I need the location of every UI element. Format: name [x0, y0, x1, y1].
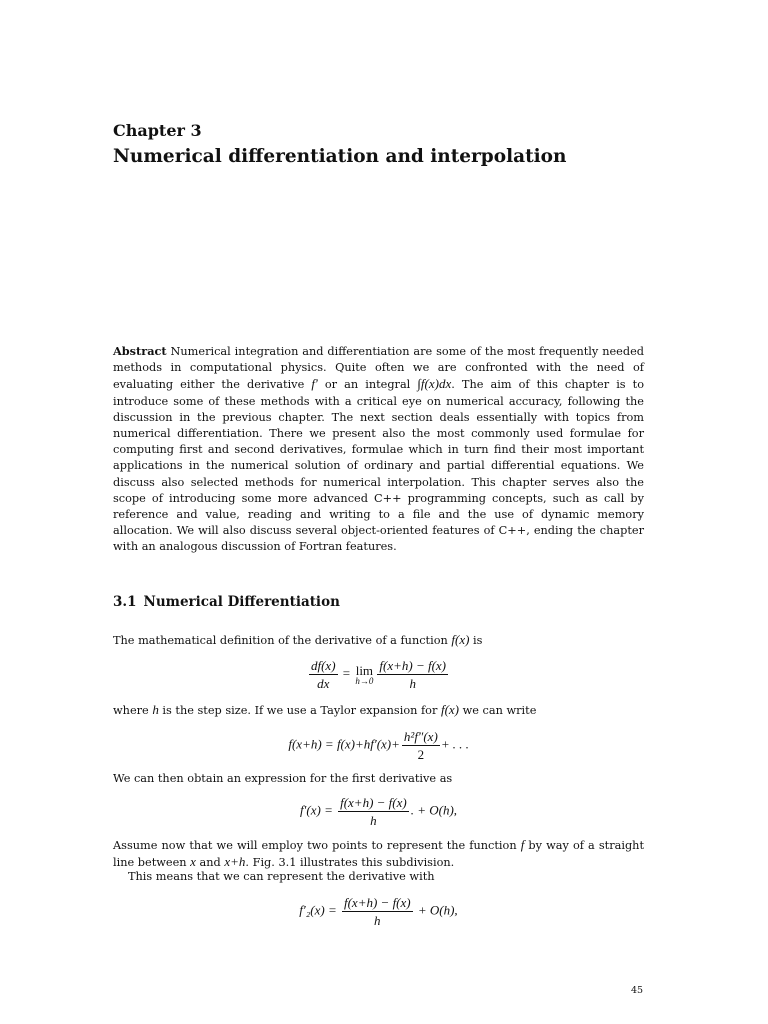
equation-tail: + . . . [441, 736, 469, 752]
numerator: f(x+h) − f(x) [379, 658, 446, 673]
denominator: h [409, 676, 416, 691]
chapter-number: Chapter 3 [113, 121, 202, 140]
paragraph-definition [113, 632, 644, 649]
paragraph-two-points [113, 837, 644, 871]
equation-tail: + O(h), [414, 902, 458, 918]
abstract-math-integral: ∫f(x)dx [417, 376, 452, 392]
fraction [377, 658, 448, 691]
abstract-label: Abstract [113, 344, 167, 358]
text: Assume now that we will employ two points to represent the function [113, 839, 521, 852]
text: where [113, 704, 153, 717]
paragraph-represent: This means that we can represent the derivative with [128, 870, 435, 883]
limit-subscript: h→0 [355, 675, 374, 686]
math-inline: x [190, 854, 196, 870]
equation-derivative-definition [113, 658, 644, 691]
math-inline: f(x) [440, 702, 460, 717]
limit-operator: lim [355, 662, 374, 678]
fraction [342, 895, 413, 928]
section-number: 3.1 [113, 594, 137, 610]
equals-sign: = [339, 665, 354, 681]
abstract-text-2: or an integral [317, 378, 418, 392]
text: by way of a straight line between [113, 839, 644, 870]
denominator: 2 [417, 747, 425, 762]
numerator: df(x) [310, 658, 336, 673]
abstract-text-1: Numerical integration and differentiation are some of the most frequently needed methods in computational physics. Quite often we are confronted with the need of evaluating either the derivative [113, 345, 644, 392]
denominator: h [370, 813, 377, 828]
numerator: f(x+h) − f(x) [343, 895, 411, 910]
paragraph-taylor [113, 702, 644, 719]
fraction [338, 795, 409, 828]
chapter-title: Numerical differentiation and interpolation [113, 146, 567, 167]
math-inline: h [152, 702, 159, 717]
text: The mathematical definition of the derivative of a function [113, 634, 452, 647]
section-title: Numerical Differentiation [143, 594, 340, 610]
text: . Fig. 3.1 illustrates this subdivision. [245, 856, 455, 870]
abstract-math-derivative: f′ [311, 376, 318, 392]
math-inline: x+h [224, 854, 246, 870]
denominator: dx [317, 676, 330, 691]
text: is [469, 634, 483, 647]
numerator: f(x+h) − f(x) [340, 795, 407, 810]
limit [355, 664, 373, 686]
page-number: 45 [631, 985, 644, 996]
equation-lhs: f′₂(x) = [299, 902, 340, 918]
text: we can write [459, 704, 537, 717]
abstract-text-3: . The aim of this chapter is to introduce some of these methods with a critical eye on numerical accuracy, following the discussion in the previous chapter. The next section deals essentially with topics from numerical differentiation. There we present also the most commonly used formulae for computing first and second derivatives, formulae which in turn find their most important applications in the numerical solution of ordinary and partial differential equations. We discuss also selected methods for numerical interpolation. This chapter serves also the scope of introducing some more advanced C++ programming concepts, such as call by reference and value, reading and writing to a file and the use of dynamic memory allocation. We will also discuss several object-oriented features of C++, ending the chapter with an analogous discussion of Fortran features. [113, 378, 645, 554]
math-inline: f [520, 837, 525, 852]
equation-lhs: f(x+h) = f(x)+hf′(x)+ [288, 736, 400, 752]
equation-tail: . + O(h), [410, 802, 458, 818]
fraction [402, 729, 440, 762]
equation-lhs: f′(x) = [299, 802, 337, 818]
numerator: h²f″(x) [403, 729, 438, 744]
equation-two-point [113, 895, 644, 928]
paragraph-first-derivative: We can then obtain an expression for the first derivative as [113, 772, 453, 785]
section-heading [113, 594, 340, 610]
fraction [309, 658, 338, 691]
equation-first-derivative [113, 795, 644, 828]
math-inline: f(x) [451, 632, 470, 647]
equation-taylor [113, 729, 644, 762]
text: and [195, 856, 225, 870]
text: is the step size. If we use a Taylor expansion for [158, 704, 441, 717]
abstract [113, 343, 644, 556]
denominator: h [374, 913, 381, 928]
